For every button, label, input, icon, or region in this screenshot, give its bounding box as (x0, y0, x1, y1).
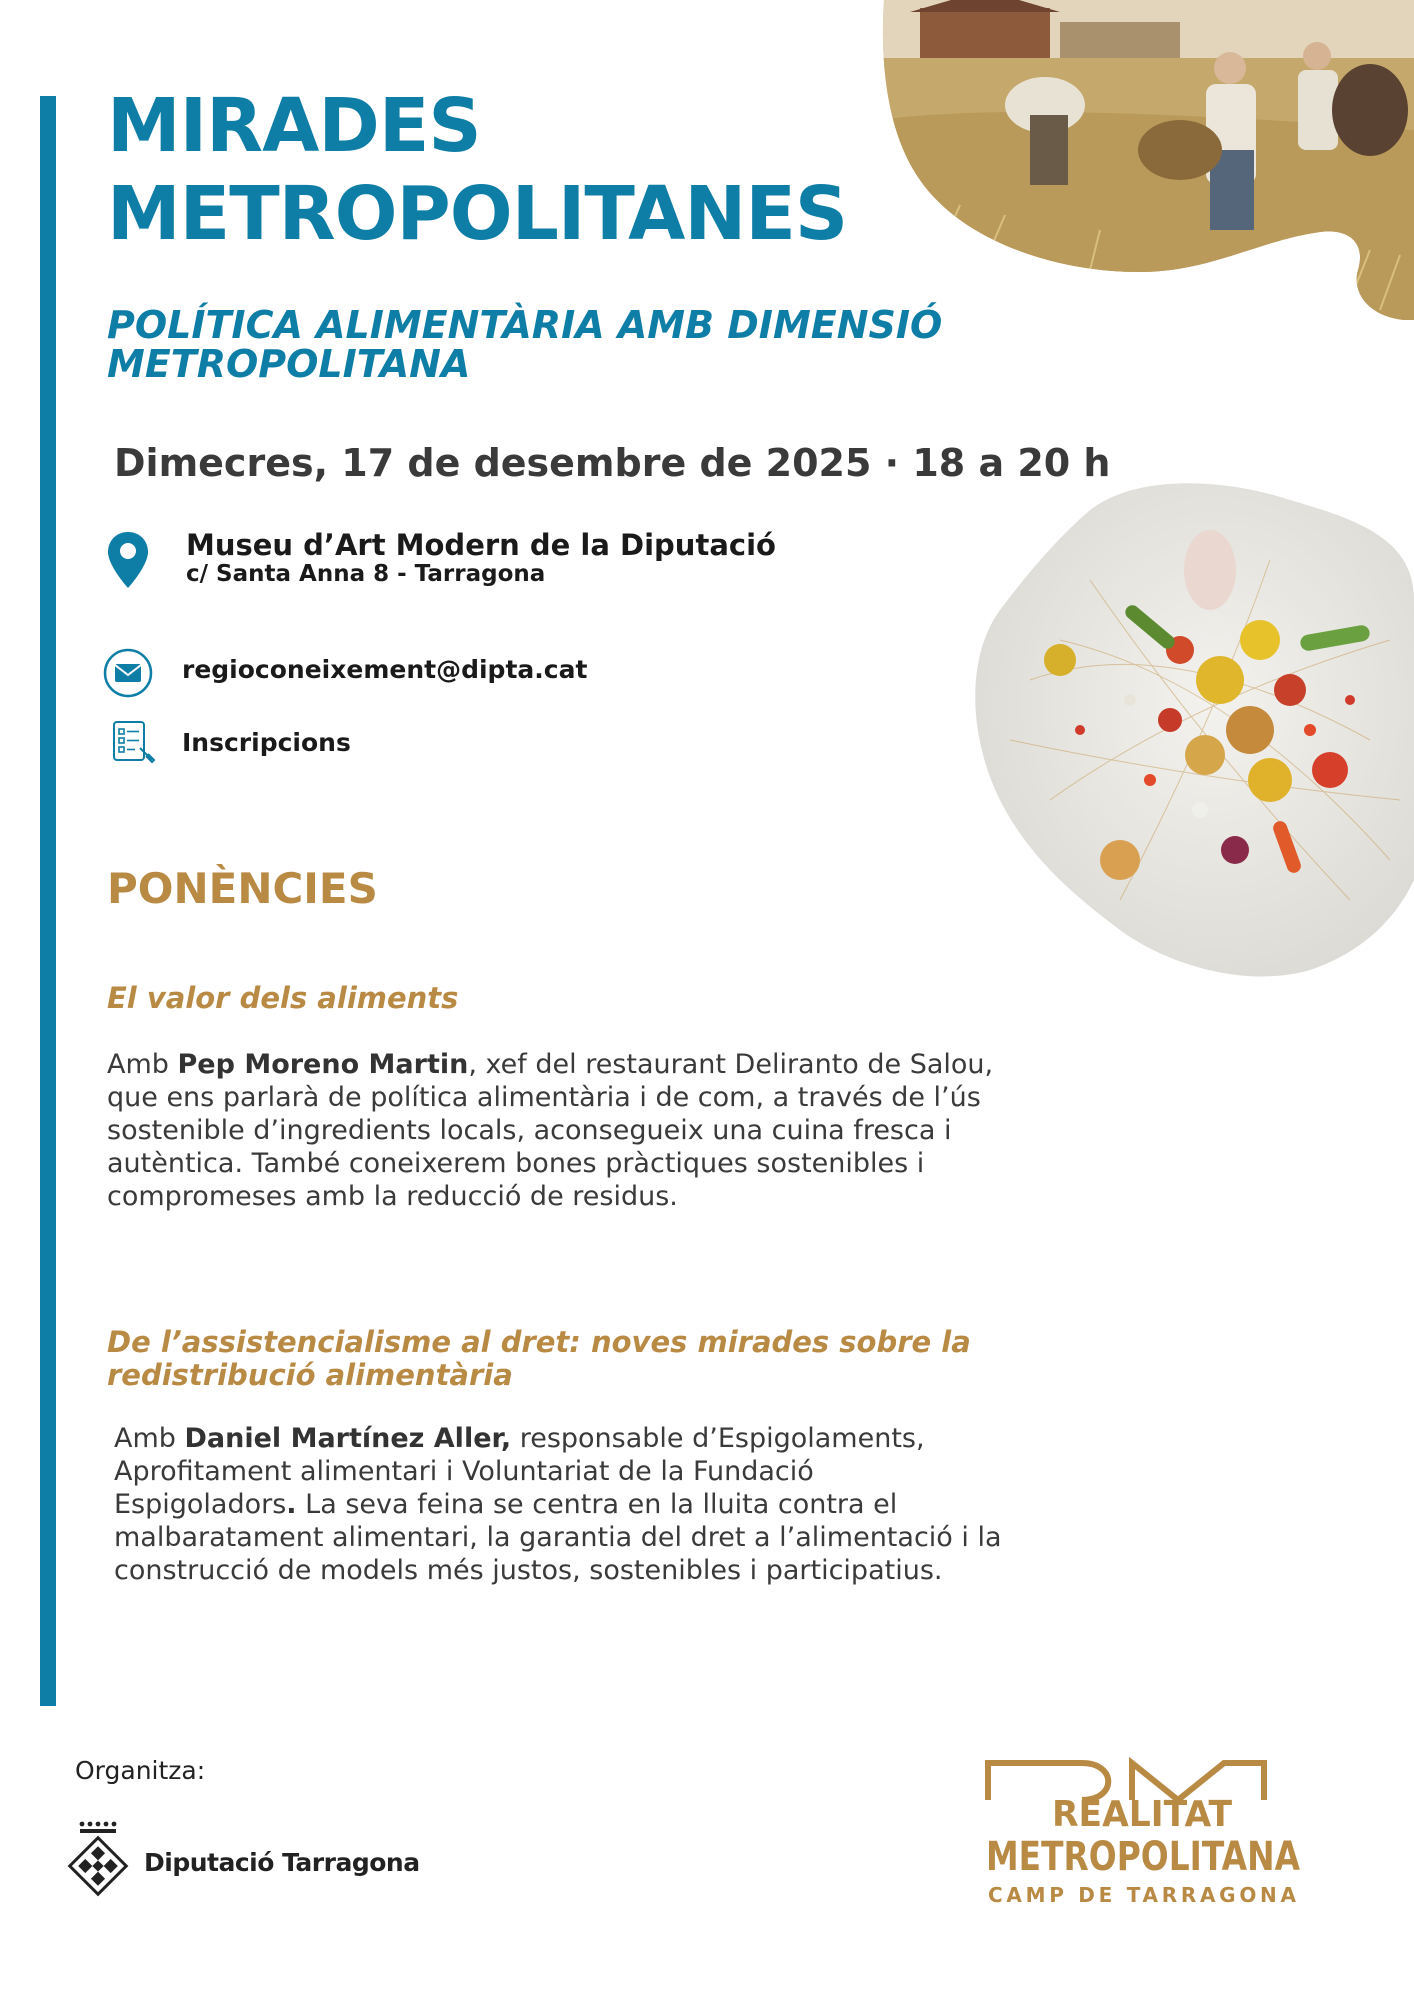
form-icon (110, 718, 158, 766)
talk-1-line-3: sostenible d’ingredients locals, aconsegueix una cuina fresca i (107, 1115, 952, 1146)
talk-2-title-line-1: De l’assistencialisme al dret: noves mirades sobre la (107, 1325, 971, 1359)
venue-address: c/ Santa Anna 8 - Tarragona (186, 561, 546, 587)
event-datetime: Dimecres, 17 de desembre de 2025 · 18 a 20 h (114, 441, 1111, 485)
talk-2-description (114, 1422, 1002, 1587)
rm-line-2: METROPOLITANA (986, 1834, 1301, 1880)
accent-bar (40, 96, 56, 1706)
talk-2-title (107, 1326, 971, 1392)
food-photo (970, 480, 1414, 980)
section-title: PONÈNCIES (107, 864, 378, 913)
mail-icon (102, 647, 154, 699)
email-link[interactable]: regioconeixement@dipta.cat (182, 655, 588, 684)
talk-1-speaker: Pep Moreno Martin (177, 1049, 469, 1080)
talk-2-line-3-plain: Espigoladors (114, 1489, 287, 1520)
realitat-metropolitana-logo (982, 1760, 1302, 1910)
talk-1-line-1-rest: , xef del restaurant Deliranto de Salou, (468, 1049, 994, 1080)
talk-1-title (107, 982, 458, 1015)
venue-name: Museu d’Art Modern de la Diputació (186, 528, 776, 562)
talk-1-line-5: compromeses amb la reducció de residus. (107, 1181, 678, 1212)
organizer-label: Organitza: (75, 1756, 206, 1785)
subtitle-line-1: POLÍTICA ALIMENTÀRIA AMB DIMENSIÓ (107, 303, 943, 347)
talk-2-line-3-rest: La seva feina se centra en la lluita contra el (296, 1489, 898, 1520)
talk-2-title-line-2: redistribució alimentària (107, 1358, 513, 1392)
organizer-name: Diputació Tarragona (144, 1848, 420, 1877)
page-subtitle (107, 303, 1087, 386)
page-title (107, 82, 847, 258)
diputacio-logo-icon (72, 1818, 136, 1898)
talk-1-line-1 (107, 1048, 993, 1081)
talk-1-title-line-1: El valor dels aliments (107, 981, 459, 1015)
harvest-photo (880, 0, 1414, 320)
talk-2-line-3 (114, 1488, 1002, 1521)
registration-link[interactable]: Inscripcions (182, 728, 351, 757)
location-pin-icon (106, 530, 150, 590)
talk-2-line-1-rest: responsable d’Espigolaments, (511, 1423, 925, 1454)
talk-2-intro: Amb (114, 1423, 185, 1454)
subtitle-line-2: METROPOLITANA (107, 342, 471, 386)
talk-2-line-5: construcció de models més justos, sostenibles i participatius. (114, 1555, 943, 1586)
talk-1-line-4: autèntica. També coneixerem bones pràctiques sostenibles i (107, 1148, 925, 1179)
talk-2-line-4: malbaratament alimentari, la garantia del dret a l’alimentació i la (114, 1522, 1002, 1553)
title-line-2: METROPOLITANES (107, 171, 848, 257)
talk-2-line-2: Aprofitament alimentari i Voluntariat de la Fundació (114, 1456, 814, 1487)
talk-2-line-3-bold: . (286, 1489, 297, 1520)
talk-1-description (107, 1048, 993, 1213)
talk-1-line-2: que ens parlarà de política alimentària i de com, a través de l’ús (107, 1082, 981, 1113)
talk-1-intro: Amb (107, 1049, 178, 1080)
title-line-1: MIRADES (107, 83, 481, 169)
rm-line-1: REALITAT (1052, 1794, 1233, 1835)
talk-2-speaker: Daniel Martínez Aller, (184, 1423, 512, 1454)
talk-2-line-1 (114, 1422, 1002, 1455)
rm-line-3: CAMP DE TARRAGONA (988, 1883, 1296, 1907)
